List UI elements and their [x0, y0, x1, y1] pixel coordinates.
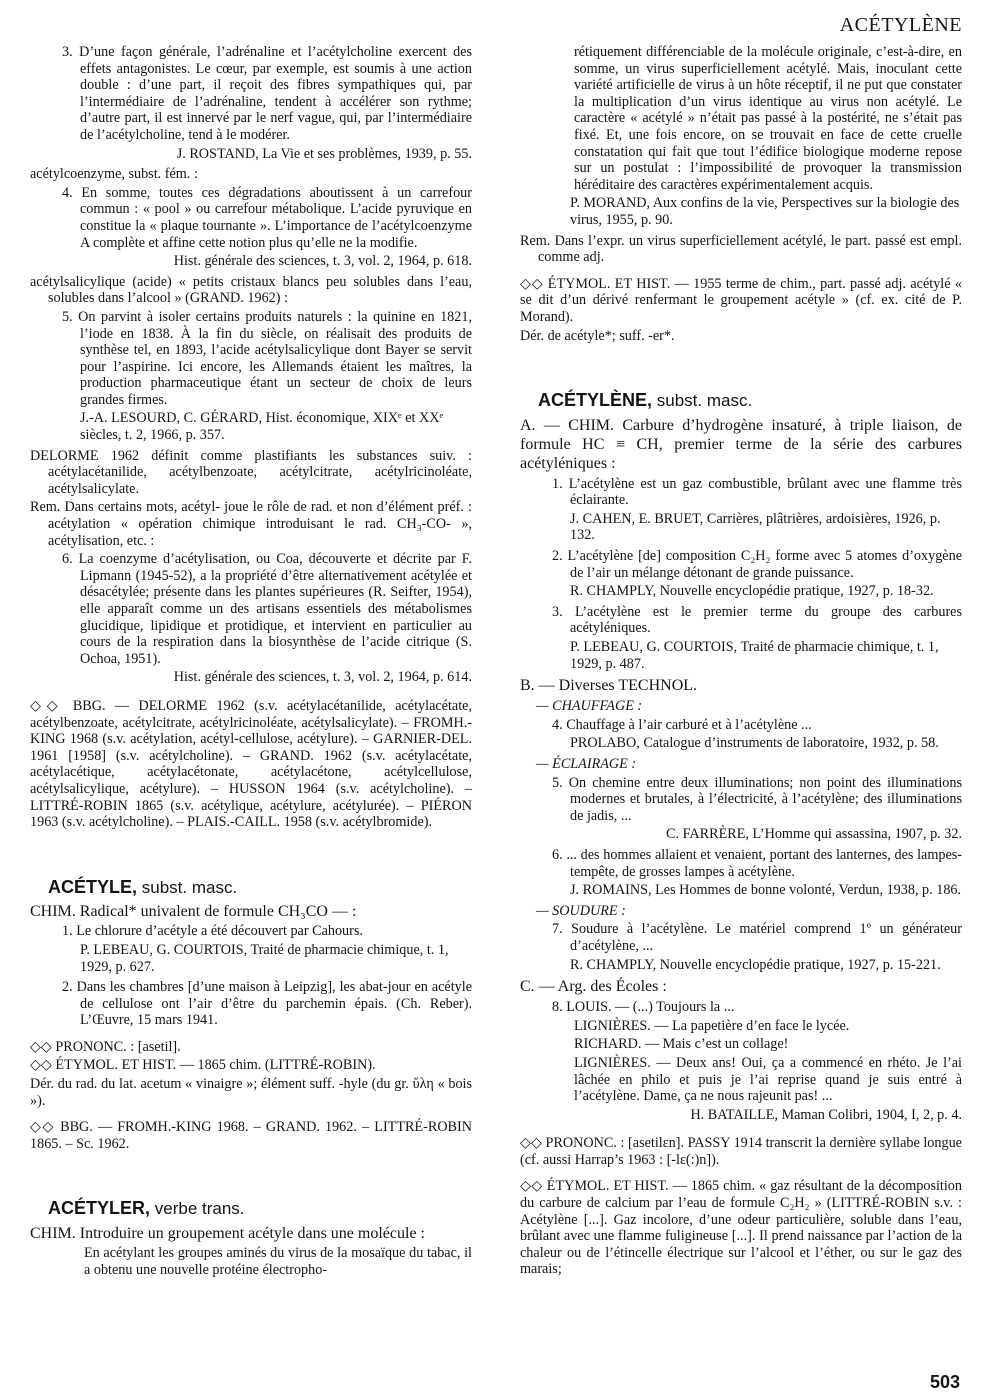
acetylene-source-4: PROLABO, Catalogue d’instruments de laboratoire, 1932, p. 58.	[570, 735, 939, 752]
part-of-speech: verbe trans.	[154, 1199, 245, 1219]
source-6: Hist. générale des sciences, t. 3, vol. 2, 1964, p. 614.	[173, 669, 472, 686]
acetylene-example-8-line-1: 8. LOUIS. — (...) Toujours la ...	[552, 999, 735, 1016]
entry-heading-acetyler	[48, 1200, 472, 1218]
source-3: J. ROSTAND, La Vie et ses problèmes, 1939, p. 55.	[176, 145, 472, 162]
acetylene-source-3: P. LEBEAU, G. COURTOIS, Traité de pharmacie chimique, t. 1, 1929, p. 487.	[570, 639, 939, 672]
right-column	[520, 44, 962, 1280]
acetylene-example-8-line-3: RICHARD. — Mais c’est un collage!	[574, 1036, 789, 1053]
acetylene-source-6: J. ROMAINS, Les Hommes de bonne volonté, Verdun, 1938, p. 186.	[570, 882, 962, 899]
acetyle-example-2: 2. Dans les chambres [d’une maison à Leipzig], les abat-jour en acétyle de cellulose ont l’air d’être du parchemin épais. (Ch. Reber). L’Œuvre, 15 mars 1941.	[62, 979, 472, 1029]
acetylene-source-1: J. CAHEN, E. BRUET, Carrières, plâtrières, ardoisières, 1926, p. 132.	[570, 510, 941, 544]
acetylene-example-8-line-2: LIGNIÈRES. — La papetière d’en face le lycée.	[574, 1017, 850, 1034]
example-6: 6. La coenzyme d’acétylisation, ou Coa, découverte et décrite par F. Lipmann (1945-52), a la propriété d’être alternativement acétylée et désacétylée; présente dans les plantes supérieures (R. Seifter, 1954), elle apparaît comme un des artisans essentiels des métabolismes glucidique, lipidique et protidique, et intervient en particulier au cours de la respiration dans la biosynthèse de l’acide citrique (S. Ochoa, 1951).	[62, 551, 472, 667]
acetyler-definition: CHIM. Introduire un groupement acétyle dans une molécule :	[30, 1225, 425, 1243]
acetylene-example-2: 2. L’acétylène [de] composition C₂H₂ forme avec 5 atomes d’oxygène de l’air un mélange détonant de grande puissance.	[552, 548, 962, 581]
acetylene-example-7: 7. Soudure à l’acétylène. Le matériel comprend 1º un générateur d’acétylène, ...	[552, 921, 962, 954]
subsection-eclairage: — ÉCLAIRAGE :	[536, 756, 637, 772]
part-of-speech: subst. masc.	[656, 391, 753, 411]
headword-acetyle: ACÉTYLE,	[48, 876, 138, 897]
entry-heading-acetylene	[538, 392, 962, 410]
etymology: ◇◇ ÉTYMOL. ET HIST. — 1955 terme de chim., part. passé adj. acétylé « se dit d’un dérivé renfermant le groupement acétyle » (cf. ex. cité de P. Morand).	[520, 275, 962, 325]
section-b: B. — Diverses TECHNOL.	[520, 677, 698, 695]
acetylene-source-5: C. FARRÈRE, L’Homme qui assassina, 1907, p. 32.	[666, 826, 962, 843]
remark: Rem. Dans l’expr. un virus superficiellement acétylé, le part. passé est empl. comme adj.	[520, 232, 962, 266]
acetylene-example-5: 5. On chemine entre deux illuminations; non point des illuminations modernes et brutales, à l’électricité, à l’acétylène; des illuminations de jadis, ...	[552, 774, 962, 824]
acetylene-example-1: 1. L’acétylène est un gaz combustible, brûlant avec une flamme très éclairante.	[552, 475, 962, 509]
part-of-speech: subst. masc.	[141, 877, 238, 897]
remark: Rem. Dans certains mots, acétyl- joue le rôle de rad. et non d’élément préf. : acétylation « opération chimique introduisant le rad. CH₃-CO- », acétylisation, etc. :	[30, 499, 472, 549]
acetyle-etymology: ◇◇ ÉTYMOL. ET HIST. — 1865 chim. (LITTRÉ-ROBIN).	[30, 1057, 376, 1074]
acetyle-example-1: 1. Le chlorure d’acétyle a été découvert par Cahours.	[62, 923, 363, 940]
running-head: ACÉTYLÈNE	[839, 14, 962, 36]
example-3: 3. D’une façon générale, l’adrénaline et l’acétylcholine exercent des effets antagonistes. Le cœur, par exemple, est soumis à une action double : d’une part, il reçoit des fibres sympathiques qui, par l’intermédiaire de l’adrénaline, tendent à accélérer son rythme; d’autre part, il est innervé par le nerf vague, qui, par l’intermédiaire de l’acétylcholine, tend à le modérer.	[62, 44, 472, 143]
section-c: C. — Arg. des Écoles :	[520, 978, 667, 996]
headword-acetylene: ACÉTYLÈNE,	[538, 390, 653, 411]
source-5: J.-A. LESOURD, C. GÉRARD, Hist. économique, XIXᵉ et XXᵉ siècles, t. 2, 1966, p. 357.	[80, 410, 444, 444]
acetylcoenzyme-definition: acétylcoenzyme, subst. fém. :	[30, 166, 198, 183]
acetylene-example-6: 6. ... des hommes allaient et venaient, portant des lanternes, des lampes-tempête, de grosses lampes à acétylène.	[552, 846, 962, 880]
acetylene-example-8-line-4: LIGNIÈRES. — Deux ans! Oui, ça a commencé en rhéto. Je l’ai lâchée en philo et puis je l’ai reprise quand je suis entré à l’acétylène. Dame, ça ne nous rajeunit pas! ...	[574, 1054, 962, 1105]
acetyle-definition: CHIM. Radical* univalent de formule CH₃CO — :	[30, 903, 357, 921]
continued-source: P. MORAND, Aux confins de la vie, Perspectives sur la biologie des virus, 1955, p. 90.	[570, 195, 960, 228]
acetylene-example-3: 3. L’acétylène est le premier terme du groupe des carbures acétyléniques.	[552, 603, 962, 637]
acetyle-source-1: P. LEBEAU, G. COURTOIS, Traité de pharmacie chimique, t. 1, 1929, p. 627.	[80, 941, 449, 975]
bibliography: ◇◇ BBG. — DELORME 1962 (s.v. acétylacétanilide, acétylacétate, acétylbenzoate, acétylcitrate, acétylricinoléate, acétylsalicylate). – FROMH.-KING 1968 (s.v. acétylation, acétyl-cellulose, acétylure). – GARNIER-DEL. 1961 [1958] (s.v. acétylcholine). – GRAND. 1962 (s.v. acétylacétate, acétylacétique, acétylacétonate, acétylacétone, acétylcellulose, acétylsalicylique, acétylure). – HUSSON 1964 (s.v. acétylcholine). – LITTRÉ-ROBIN 1865 (s.v. acétylique, acétylure, acétylurée). – PIÉRON 1963 (s.v. acétylcholine). – PLAIS.-CAILL. 1958 (s.v. acétylbromide).	[30, 697, 472, 831]
entry-heading-acetyle	[48, 876, 472, 897]
acetylene-etymology: ◇◇ ÉTYMOL. ET HIST. — 1865 chim. « gaz résultant de la décomposition du carbure de calcium par l’eau de formule C₂H₂ » (LITTRÉ-ROBIN s.v. : Acétylène [...]. Gaz incolore, d’une odeur particulière, soluble dans l’eau, brûlant avec une flamme fuligineuse [...]. Il prend naissance par l’action de la chaleur ou de l’étincelle électrique sur l’alcool et l’éther, ou sur le gaz des marais;	[520, 1178, 962, 1278]
acetyler-example: En acétylant les groupes aminés du virus de la mosaïque du tabac, il a obtenu une nouvelle protéine électropho-	[84, 1245, 472, 1278]
example-4: 4. En somme, toutes ces dégradations aboutissent à un carrefour commun : « pool » ou carrefour métabolique. L’acide pyruvique en constitue la « plaque tournante ». L’importance de l’acétylcoenzyme A complète et affine cette notion plus qu’elle ne la modifie.	[62, 184, 472, 251]
delorme-note: DELORME 1962 définit comme plastifiants les substances suiv. : acétylacétanilide, acétylbenzoate, acétylcitrate, acétylricinoléate, acétylsalicylate.	[30, 447, 472, 497]
acetyle-pronunciation: ◇◇ PRONONC. : [asetil].	[30, 1038, 181, 1055]
derivation: Dér. de acétyle*; suff. -er*.	[520, 327, 675, 344]
continued-example: rétiquement différenciable de la molécule originale, c’est-à-dire, en somme, un virus superficiellement acétylé. Mais, inoculant cette variété artificielle de virus à un hôte réceptif, il ne put que constater la multiplication d’un virus identique au virus non acétylé. Le caractère « acétylé » n’était pas passé à la postérité, ne s’était pas fixé. Et, une fois encore, on se trouvait en face de cette cruelle constatation qui fait que tout l’édifice biologique moderne repose sur un postulat : l’impossibilité de provoquer la transmission héréditaire des caractères expérimentalement acquis.	[574, 44, 962, 193]
subsection-chauffage: — CHAUFFAGE :	[536, 698, 643, 715]
acetyle-derivation: Dér. du rad. du lat. acetum « vinaigre »; élément suff. -hyle (du gr. ὕλη « bois »).	[30, 1076, 472, 1109]
acetylene-source-2: R. CHAMPLY, Nouvelle encyclopédie pratique, 1927, p. 18-32.	[570, 583, 934, 600]
left-column	[30, 44, 472, 1280]
acetylene-source-7: R. CHAMPLY, Nouvelle encyclopédie pratique, 1927, p. 15-221.	[570, 956, 941, 973]
headword-acetyler: ACÉTYLER,	[48, 1198, 151, 1219]
acetylene-example-4: 4. Chauffage à l’air carburé et à l’acétylène ...	[552, 716, 812, 733]
page-number: 503	[929, 1372, 960, 1392]
acetylene-source-8: H. BATAILLE, Maman Colibri, 1904, I, 2, p. 4.	[690, 1106, 962, 1123]
acetylsalicylique-definition: acétylsalicylique (acide) « petits cristaux blancs peu solubles dans l’eau, solubles dans l’alcool » (GRAND. 1962) :	[30, 273, 472, 307]
example-5: 5. On parvint à isoler certains produits naturels : la quinine en 1821, l’iode en 1838. À la fin du siècle, on réalisait des produits de synthèse tel, en 1893, l’acide acétylsalicylique dont Bayer se servit pour l’aspirine. Ici encore, les Allemands étaient les maîtres, la production pharmaceutique étant un secteur de choix de leurs grandes firmes.	[62, 308, 472, 408]
source-4: Hist. générale des sciences, t. 3, vol. 2, 1964, p. 618.	[173, 253, 472, 270]
acetyle-bibliography: ◇◇ BBG. — FROMH.-KING 1968. – GRAND. 1962. – LITTRÉ-ROBIN 1865. – Sc. 1962.	[30, 1119, 472, 1152]
section-a: A. — CHIM. Carbure d’hydrogène insaturé, à triple liaison, de formule HC ≡ CH, premier terme de la série des carbures acétyléniques :	[520, 416, 962, 472]
subsection-soudure: — SOUDURE :	[536, 902, 626, 919]
acetylene-pronunciation: ◇◇ PRONONC. : [asetilɛn]. PASSY 1914 transcrit la dernière syllabe longue (cf. aussi Harrap’s 1963 : [-lɛ(:)n]).	[520, 1135, 962, 1168]
